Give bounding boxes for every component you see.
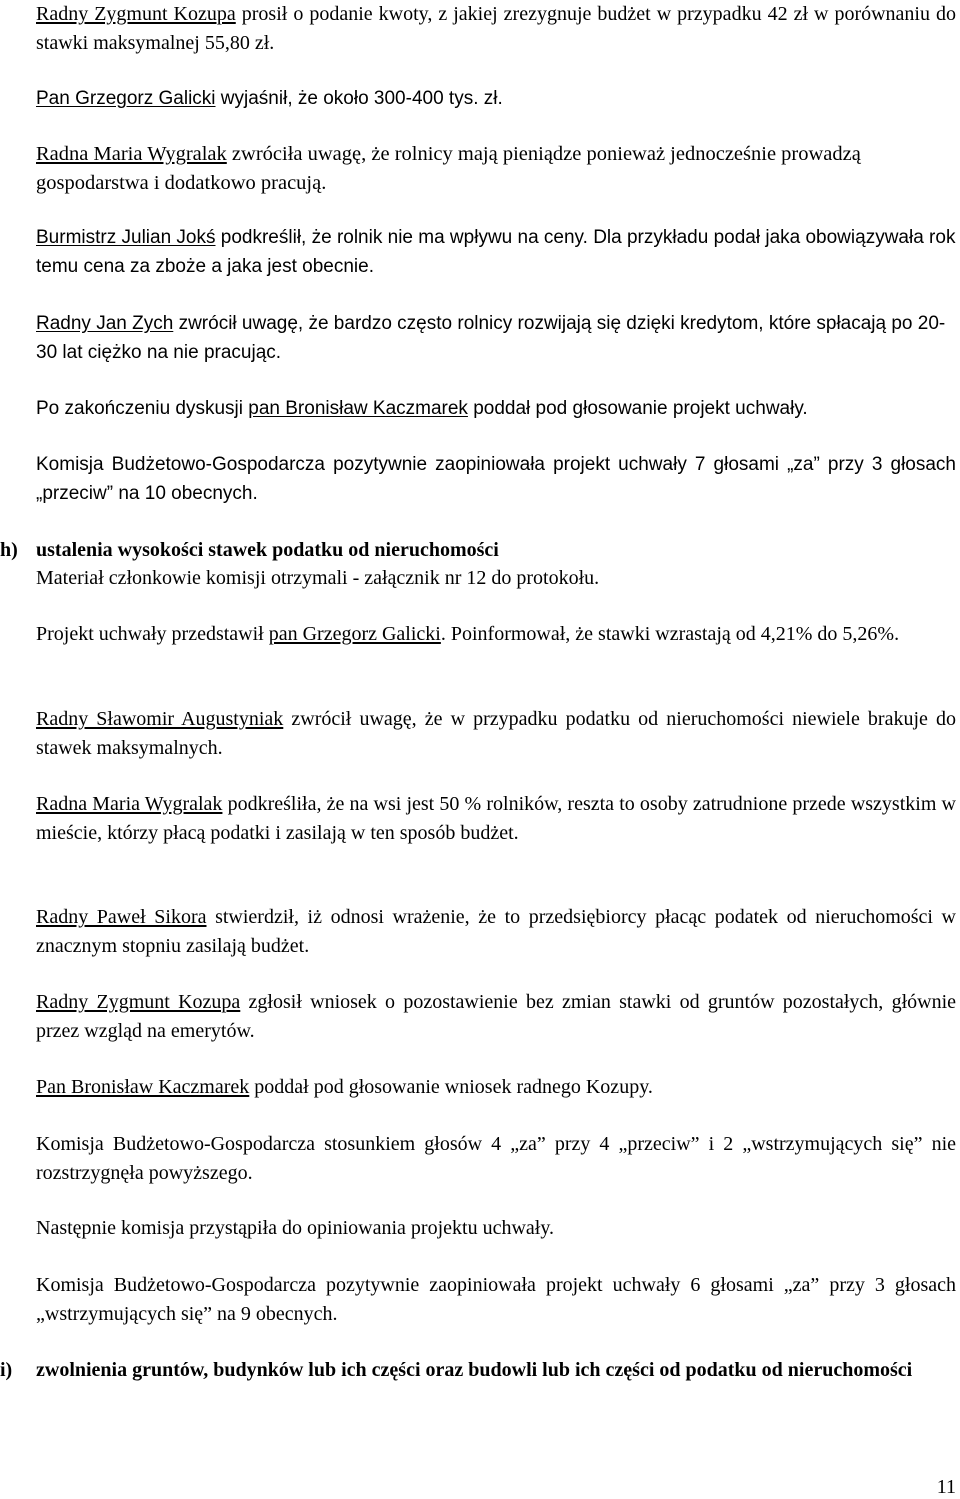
section-marker: i) xyxy=(0,1359,13,1381)
section-heading-text: zwolnienia gruntów, budynków lub ich części oraz budowli lub ich części od podatku od nieruchomości xyxy=(36,1359,913,1381)
paragraph-text: Komisja Budżetowo-Gospodarcza stosunkiem głosów 4 „za” przy 4 „przeciw” i 2 „wstrzymujących się” nie rozstrzygnęła powyższego. xyxy=(36,1133,956,1184)
paragraph xyxy=(36,903,956,960)
speaker-name: Radny Paweł Sikora xyxy=(36,906,207,928)
speaker-name: Radny Zygmunt Kozupa xyxy=(36,991,241,1013)
paragraph-text: zgłosił wniosek o pozostawienie bez zmian stawki od gruntów pozostałych, głównie przez wzgląd na emerytów. xyxy=(36,991,957,1042)
paragraph-text: Projekt uchwały przedstawił xyxy=(36,623,269,645)
section-heading-text: ustalenia wysokości stawek podatku od nieruchomości xyxy=(36,539,499,561)
paragraph xyxy=(36,0,956,57)
paragraph xyxy=(36,224,960,281)
paragraph xyxy=(36,395,956,424)
paragraph xyxy=(36,85,956,114)
speaker-name: Radny Sławomir Augustyniak xyxy=(36,708,284,730)
speaker-name: Radna Maria Wygralak xyxy=(36,793,223,815)
paragraph-text: prosił o podanie kwoty, z jakiej zrezygnuje budżet w przypadku 42 zł w porównaniu do stawki maksymalnej 55,80 zł. xyxy=(36,3,956,54)
paragraph-text: Następnie komisja przystąpiła do opiniowania projektu uchwały. xyxy=(36,1217,555,1239)
speaker-name: Burmistrz Julian Jokś xyxy=(36,227,216,248)
paragraph-text: Materiał członkowie komisji otrzymali - załącznik nr 12 do protokołu. xyxy=(36,567,600,589)
paragraph xyxy=(36,1073,956,1102)
speaker-name: Radna Maria Wygralak xyxy=(36,143,227,165)
page-number: 11 xyxy=(936,1476,956,1498)
paragraph xyxy=(36,1130,956,1187)
paragraph-text: Po zakończeniu dyskusji xyxy=(36,398,249,419)
paragraph xyxy=(36,620,956,649)
paragraph xyxy=(36,705,956,762)
paragraph-text: poddał pod głosowanie projekt uchwały. xyxy=(467,398,808,419)
paragraph-text: zwrócił uwagę, że w przypadku podatku od nieruchomości niewiele brakuje do stawek maksymalnych. xyxy=(36,708,956,759)
speaker-name: Pan Bronisław Kaczmarek xyxy=(36,1076,250,1098)
paragraph xyxy=(36,790,956,847)
paragraph-text: stwierdził, iż odnosi wrażenie, że to przedsiębiorcy płacąc podatek od nieruchomości w znacznym stopniu zasilają budżet. xyxy=(36,906,957,957)
speaker-name: Radny Zygmunt Kozupa xyxy=(36,3,236,25)
speaker-name: pan Bronisław Kaczmarek xyxy=(248,398,468,419)
paragraph xyxy=(36,140,956,197)
section-heading xyxy=(36,1356,956,1385)
paragraph xyxy=(36,1214,956,1243)
speaker-name: pan Grzegorz Galicki xyxy=(268,623,441,645)
paragraph xyxy=(36,988,956,1045)
paragraph-text: wyjaśnił, że około 300-400 tys. zł. xyxy=(215,88,503,109)
paragraph-text: zwróciła uwagę, że rolnicy mają pieniądze ponieważ jednocześnie prowadzą gospodarstwa i dodatkowo pracują. xyxy=(36,143,861,194)
paragraph xyxy=(36,1271,956,1328)
paragraph-text: . Poinformował, że stawki wzrastają od 4,21% do 5,26%. xyxy=(440,623,900,645)
paragraph-text: Komisja Budżetowo-Gospodarcza pozytywnie zaopiniowała projekt uchwały 7 głosami „za” przy 3 głosach „przeciw” na 10 obecnych. xyxy=(36,454,956,504)
speaker-name: Radny Jan Zych xyxy=(36,313,174,334)
paragraph-text: Komisja Budżetowo-Gospodarcza pozytywnie zaopiniowała projekt uchwały 6 głosami „za” przy 3 głosach „wstrzymujących się” na 9 obecnych. xyxy=(36,1274,956,1325)
section-heading xyxy=(36,536,956,565)
section-marker: h) xyxy=(0,539,18,561)
paragraph xyxy=(36,564,956,593)
paragraph-text: zwrócił uwagę, że bardzo często rolnicy rozwijają się dzięki kredytom, które spłacają po 20-30 lat ciężko na nie pracując. xyxy=(36,313,946,363)
paragraph xyxy=(36,451,956,508)
paragraph-text: podkreślił, że rolnik nie ma wpływu na ceny. Dla przykładu podał jaka obowiązywała rok temu cena za zboże a jaka jest obecnie. xyxy=(36,227,956,277)
paragraph-text: poddał pod głosowanie wniosek radnego Kozupy. xyxy=(249,1076,653,1098)
paragraph-text: podkreśliła, że na wsi jest 50 % rolników, reszta to osoby zatrudnione przede wszystkim w mieście, którzy płacą podatki i zasilają w ten sposób budżet. xyxy=(36,793,956,844)
paragraph xyxy=(36,310,960,367)
speaker-name: Pan Grzegorz Galicki xyxy=(36,88,216,109)
